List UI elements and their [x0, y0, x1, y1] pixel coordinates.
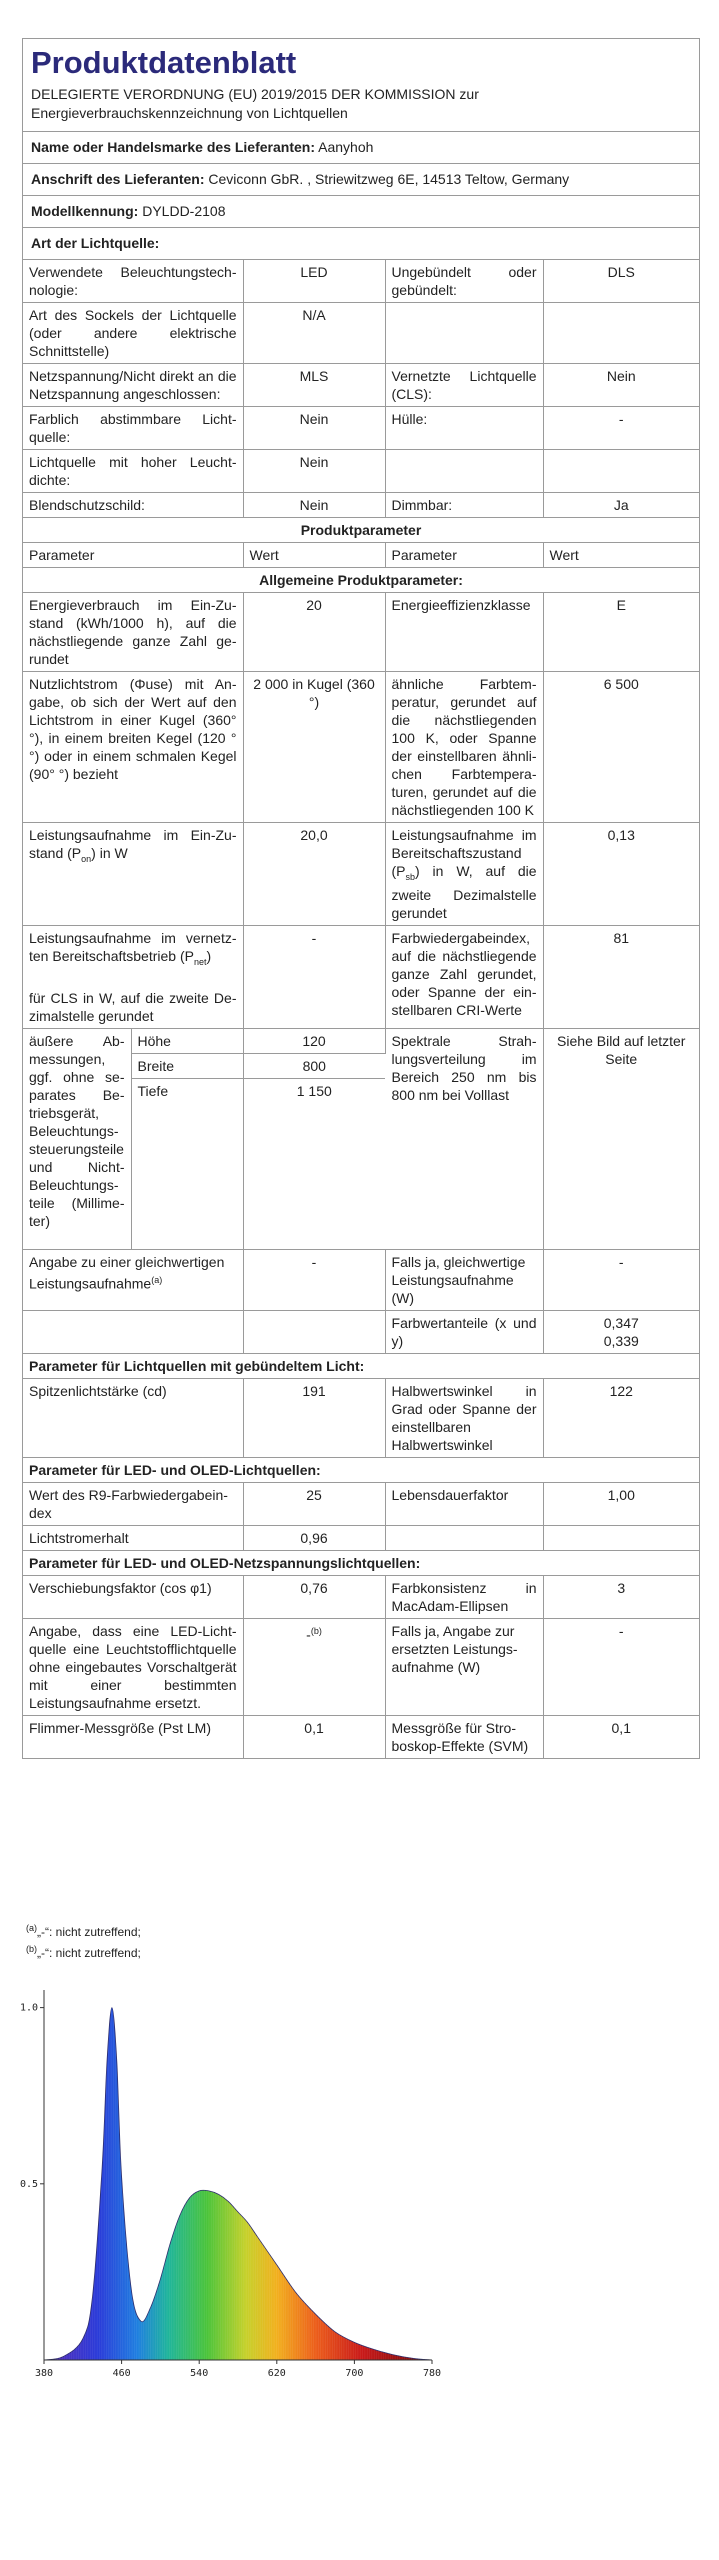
pf-label: Verschiebungsfaktor (cos φ1) [23, 1575, 243, 1618]
led-heading: Parameter für LED- und OLED-Lichtquellen: [23, 1457, 699, 1482]
lst-label-1: Farblich abstimmbare Lichtquelle: [23, 407, 243, 450]
cct-value: 6 500 [543, 672, 699, 823]
equiv-label-text: Angabe zu einer gleichwertigen Leistungsaufnahme [29, 1253, 225, 1292]
beam-value: 122 [543, 1378, 699, 1457]
footnote-b-mark: (b) [26, 1944, 37, 1954]
flux-label: Nutzlichtstrom (Φuse) mit Angabe, ob sich der Wert auf den Lichtstrom in einer Kugel (360° °), in einem breiten Kegel (120 °°) oder in einem schmalen Kegel (90° °) bezieht [23, 672, 243, 823]
light-source-type-heading: Art der Lichtquelle: [23, 228, 699, 260]
energy-label: Energieverbrauch im Ein-Zustand (kWh/1000 h), auf die nächstliegende ganze Zahl gerundet [23, 593, 243, 672]
x-tick-label: 540 [190, 2368, 209, 2379]
replace-row [23, 1618, 699, 1715]
supplier-brand-row [23, 132, 699, 164]
footnote-b [26, 1941, 141, 1961]
psb-label-sub: sb [405, 871, 416, 882]
peak-label: Spitzenlichtstärke (cd) [23, 1378, 243, 1457]
x-tick-label: 380 [34, 2368, 54, 2379]
pon-label [23, 823, 243, 926]
flicker-value: 0,1 [243, 1715, 385, 1758]
directional-heading: Parameter für Lichtquellen mit gebündeltem Licht: [23, 1353, 699, 1378]
lst-label-1: Art des Sockels der Lichtquelle (oder andere elektrische Schnittstelle) [23, 303, 243, 364]
equiv-label [23, 1249, 243, 1310]
r9-value: 25 [243, 1482, 385, 1525]
lst-label-2 [385, 450, 543, 493]
pon-label-sub: on [81, 853, 92, 864]
footnote-b-text: „-“: nicht zutreffend; [37, 1946, 141, 1960]
pnet-label-b: ) [206, 947, 212, 964]
r9-row [23, 1482, 699, 1525]
lst-label-1: Verwendete Beleuchtungstechnologie: [23, 260, 243, 303]
pnet-label-sub: net [193, 956, 207, 967]
lst-value-1: Nein [243, 450, 385, 493]
dim-value-height: 120 [243, 1028, 385, 1053]
spectrum-chart [19, 1980, 447, 2390]
chroma-x: 0,347 [603, 1314, 639, 1331]
equiv-row [23, 1249, 699, 1310]
lst-value-1: LED [243, 260, 385, 303]
psb-label-b: ) in W, auf die zweite Dezimalstelle gerundet [391, 863, 537, 921]
lst-value-1: N/A [243, 303, 385, 364]
light-source-type-table [23, 260, 699, 518]
maint-value: 0,96 [243, 1525, 385, 1550]
energy-value: 20 [243, 593, 385, 672]
pnet-value: - [243, 925, 385, 1028]
lst-value-2: DLS [543, 260, 699, 303]
params-header-row [23, 543, 699, 568]
y-tick-label: 0.5 [19, 2178, 38, 2190]
col-value-1: Wert [243, 543, 385, 568]
dim-name-depth: Tiefe [131, 1078, 243, 1249]
x-tick-label: 780 [422, 2368, 442, 2379]
flux-row [23, 672, 699, 823]
dim-name-height: Höhe [131, 1028, 243, 1053]
svm-value: 0,1 [543, 1715, 699, 1758]
pf-value: 0,76 [243, 1575, 385, 1618]
maint-row [23, 1525, 699, 1550]
lst-label-2: Hülle: [385, 407, 543, 450]
pf-row [23, 1575, 699, 1618]
footnote-a [26, 1920, 141, 1940]
title-block [23, 39, 699, 132]
r9-label: Wert des R9-Farbwiedergabeindex [23, 1482, 243, 1525]
x-tick-label: 460 [112, 2368, 131, 2379]
lst-value-1: Nein [243, 493, 385, 518]
cri-value: 81 [543, 925, 699, 1028]
mains-heading: Parameter für LED- und OLED-Netzspannungslichtquellen: [23, 1550, 699, 1575]
regulation-subtitle: DELEGIERTE VERORDNUNG (EU) 2019/2015 DER KOMMISSION zur Energieverbrauchskennzeichnung von Lichtquellen [31, 86, 479, 121]
model-row [23, 196, 699, 228]
supplier-address-row [23, 164, 699, 196]
spectrum-area [44, 2008, 432, 2360]
lst-value-2 [543, 303, 699, 364]
dim-value-width: 800 [243, 1053, 385, 1078]
lst-value-2: - [543, 407, 699, 450]
lst-label-2 [385, 303, 543, 364]
peak-row [23, 1378, 699, 1457]
model-label: Modellkennung: [31, 203, 139, 219]
supplier-address-label: Anschrift des Lieferanten: [31, 171, 205, 187]
energy-class-value: E [543, 593, 699, 672]
lst-label-1: Netzspannung/Nicht direkt an die Netzspannung angeschlossen: [23, 364, 243, 407]
supplier-address-value: Ceviconn GbR. , Striewitzweg 6E, 14513 Teltow, Germany [208, 171, 570, 187]
cri-label: Farbwiedergabeindex, auf die nächstliegende ganze Zahl gerundet, oder Spanne der einstellbaren CRI-Werte [385, 925, 543, 1028]
product-params-table [23, 543, 699, 1759]
lst-label-1: Lichtquelle mit hoher Leuchtdichte: [23, 450, 243, 493]
light-source-row [23, 450, 699, 493]
lst-label-2: Dimmbar: [385, 493, 543, 518]
equiv-sup: (a) [151, 1274, 163, 1285]
pon-label-b: ) in W [91, 845, 128, 861]
col-param-1: Parameter [23, 543, 243, 568]
dim-name-width: Breite [131, 1053, 243, 1078]
lst-value-2: Nein [543, 364, 699, 407]
pnet-row [23, 925, 699, 1028]
lst-value-2: Ja [543, 493, 699, 518]
chroma-row [23, 1310, 699, 1353]
chroma-label: Farbwertanteile (x und y) [385, 1310, 543, 1353]
energy-row [23, 593, 699, 672]
psb-label-a: Leistungsaufnahme im Bereitschaftszustand (P [391, 827, 537, 879]
spd-label: Spektrale Strahlungsverteilung im Bereich 250 nm bis 800 nm bei Volllast [385, 1028, 543, 1249]
col-value-2: Wert [543, 543, 699, 568]
flicker-row [23, 1715, 699, 1758]
flux-value: 2 000 in Kugel (360 °) [243, 672, 385, 823]
lst-value-1: Nein [243, 407, 385, 450]
peak-value: 191 [243, 1378, 385, 1457]
x-tick-label: 700 [345, 2368, 364, 2379]
maint-label: Lichtstromerhalt [23, 1525, 243, 1550]
footnote-a-text: „-“: nicht zutreffend; [37, 1925, 141, 1939]
light-source-row [23, 407, 699, 450]
energy-class-label: Energieeffizienzklasse [385, 593, 543, 672]
dims-row-1 [23, 1028, 699, 1053]
chroma-y: 0,339 [603, 1332, 639, 1349]
life-value: 1,00 [543, 1482, 699, 1525]
svm-label: Messgröße für Stroboskop-Effekte (SVM) [385, 1715, 543, 1758]
pon-value: 20,0 [243, 823, 385, 926]
beam-label: Halbwertswinkel in Grad oder Spanne der einstellbaren Halbwertswinkel [385, 1378, 543, 1457]
replace2-label: Falls ja, Angabe zur ersetzten Leistungsaufnahme (W) [385, 1618, 543, 1715]
replace-label: Angabe, dass eine LED-Lichtquelle eine Leuchtstofflichtquelle ohne eingebautes Vorschaltgerät mit einer bestimmten Leistungsaufnahme ersetzt. [23, 1618, 243, 1715]
light-source-row [23, 364, 699, 407]
lst-value-1: MLS [243, 364, 385, 407]
pnet-label-c: für CLS in W, auf die zweite Dezimalstelle gerundet [29, 989, 237, 1024]
general-params-heading: Allgemeine Produktparameter: [23, 568, 699, 593]
psb-value: 0,13 [543, 823, 699, 926]
lst-label-1: Blendschutzschild: [23, 493, 243, 518]
equiv-value: - [243, 1249, 385, 1310]
flicker-label: Flimmer-Messgröße (Pst LM) [23, 1715, 243, 1758]
light-source-row [23, 260, 699, 303]
equiv2-label: Falls ja, gleichwertige Leistungsaufnahme (W) [385, 1249, 543, 1310]
y-tick-label: 1.0 [19, 2002, 38, 2014]
replace-value [243, 1618, 385, 1715]
supplier-brand-label: Name oder Handelsmarke des Lieferanten: [31, 139, 315, 155]
product-params-heading: Produktparameter [23, 518, 699, 543]
spd-value: Siehe Bild auf letzter Seite [543, 1028, 699, 1249]
psb-label [385, 823, 543, 926]
lst-label-2: Ungebündelt oder gebündelt: [385, 260, 543, 303]
x-tick-label: 620 [267, 2368, 286, 2379]
replace-sup: (b) [310, 1625, 322, 1636]
equiv2-value: - [543, 1249, 699, 1310]
macadam-label: Farbkonsistenz in MacAdam-Ellipsen [385, 1575, 543, 1618]
life-label: Lebensdauerfaktor [385, 1482, 543, 1525]
col-param-2: Parameter [385, 543, 543, 568]
datasheet [22, 38, 700, 1759]
footnote-a-mark: (a) [26, 1923, 37, 1933]
lst-label-2: Vernetzte Lichtquelle (CLS): [385, 364, 543, 407]
page-title: Produktdatenblatt [31, 45, 297, 80]
supplier-brand-value: Aanyhoh [318, 139, 374, 155]
pon-label-a: Leistungsaufnahme im Ein-Zustand (P [29, 827, 237, 861]
replace2-value: - [543, 1618, 699, 1715]
pnet-label [23, 925, 243, 1028]
replace-value-text: - [306, 1626, 311, 1643]
lst-value-2 [543, 450, 699, 493]
cct-label: ähnliche Farbtemperatur, gerundet auf die nächstliegenden 100 K, oder Spanne der einstellbaren ähnlichen Farbtemperaturen, gerundet auf die nächstliegenden 100 K [385, 672, 543, 823]
pnet-label-a: Leistungsaufnahme im vernetzten Bereitschaftsbetrieb (P [29, 929, 237, 964]
dim-value-depth: 1 150 [243, 1078, 385, 1249]
pon-row [23, 823, 699, 926]
light-source-row [23, 493, 699, 518]
chroma-value [543, 1310, 699, 1353]
light-source-row [23, 303, 699, 364]
model-value: DYLDD-2108 [142, 203, 226, 219]
dims-label: äußere Abmessungen, ggf. ohne separates Betriebsgerät, Beleuchtungssteuerungsteile und Nicht-Beleuchtungsteile (Millimeter) [23, 1028, 131, 1249]
macadam-value: 3 [543, 1575, 699, 1618]
